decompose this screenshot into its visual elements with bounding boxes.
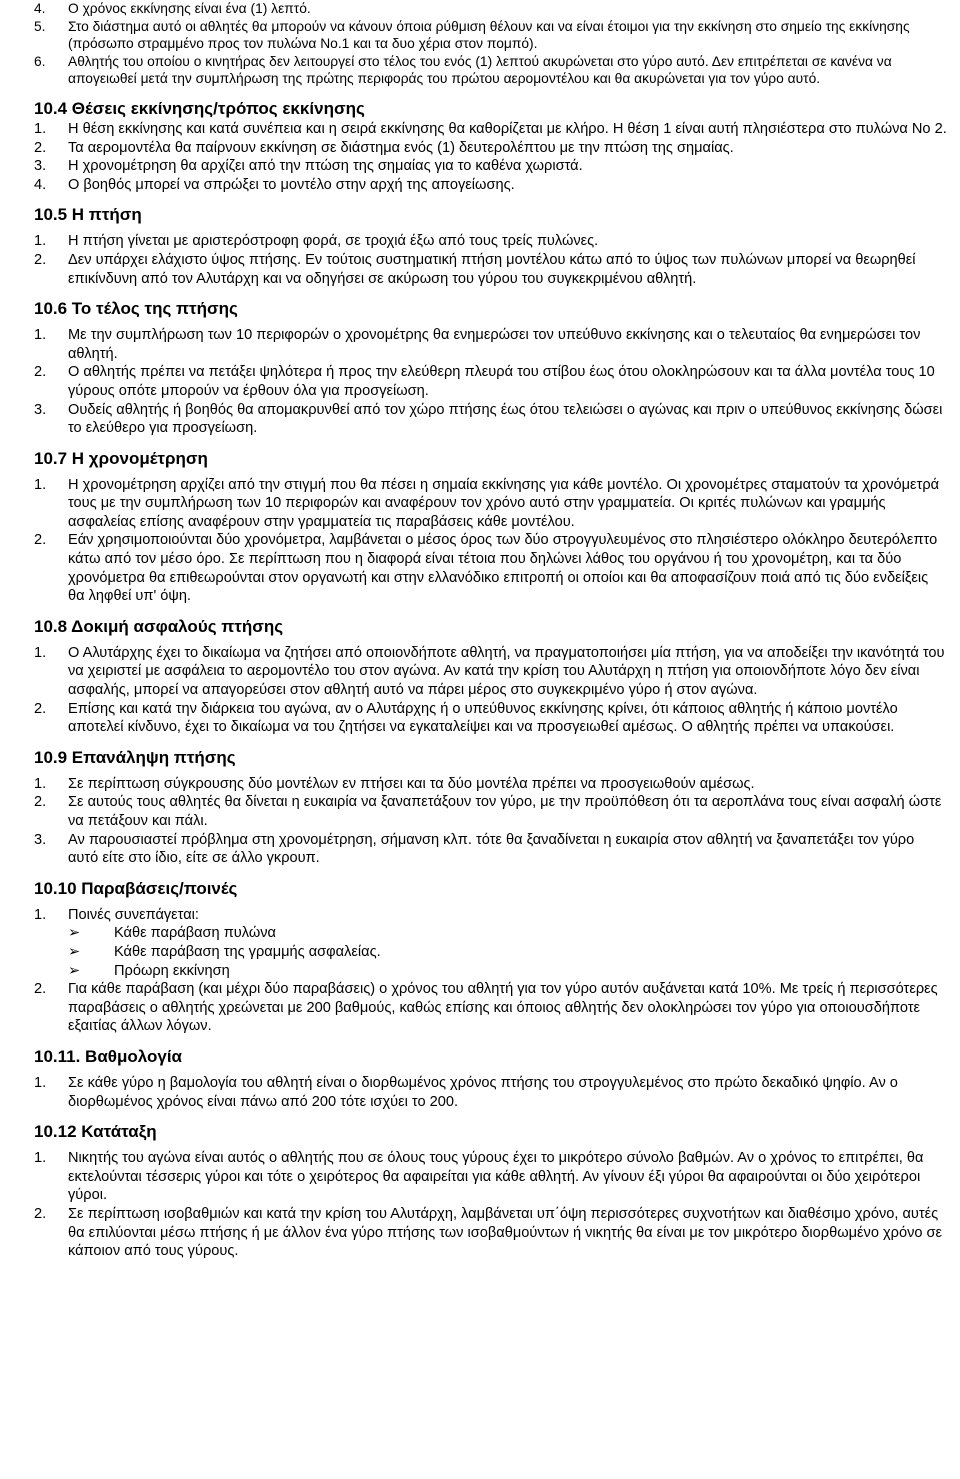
list-item	[34, 1074, 948, 1111]
item-number: 2.	[34, 981, 47, 998]
item-number: 5.	[34, 18, 46, 34]
item-text: Για κάθε παράβαση (και μέχρι δύο παραβάσεις) ο χρόνος του αθλητή για τον γύρο αυτόν αυξάνεται κατά 10%. Με τρείς ή περισσότερες παραβάσεις ο αθλητής χρεώνεται με 200 βαθμούς, καθώς επίσης και όποιος αθλητής δεν ολοκληρώσει τον γύρο για οποιουσδήποτε εξαιτίας άλλων λόγων.	[68, 981, 938, 1035]
item-number: 2.	[34, 700, 47, 717]
item-number: 1.	[34, 775, 47, 792]
list-item	[34, 906, 948, 925]
section-list	[34, 906, 948, 1036]
section-list	[34, 1074, 948, 1111]
item-text: Νικητής του αγώνα είναι αυτός ο αθλητής που σε όλους τους γύρους έχει το μικρότερο σύνολο βαθμών. Αν ο χρόνος το επιτρέπει, θα εκτελούνται τέσσερις γύροι και τότε ο χειρότερος θα αφαιρείται για κάθε αθλητή. Αν γίνουν έξι γύροι θα αφαιρούνται οι δύο χειρότεροι γύροι.	[68, 1150, 924, 1204]
section-list	[34, 120, 948, 194]
item-number: 1.	[34, 327, 47, 344]
item-number: 2.	[34, 364, 47, 381]
item-text: Σε περίπτωση ισοβαθμιών και κατά την κρίση του Αλυτάρχη, λαμβάνεται υπ΄όψη περισσότερες συχνοτήτων και διαθέσιμο χρόνο, αυτές θα επιλύονται μέσω πτήσης ή με άλλον ένα γύρο πτήσης των ισοβαθμούντων ή νικητής θα είναι με τον μικρότερο διορθωμένο χρόνο σε κάποιον από τους γύρους.	[68, 1205, 943, 1260]
item-text: Σε περίπτωση σύγκρουσης δύο μοντέλων εν πτήσει και τα δύο μοντέλα πρέπει να προσγειωθούν αμέσως.	[68, 775, 755, 792]
item-text: Η χρονομέτρηση θα αρχίζει από την πτώση της σημαίας για το καθένα χωριστά.	[68, 158, 583, 175]
list-item	[34, 644, 948, 700]
list-item	[34, 139, 948, 158]
list-item	[34, 18, 948, 53]
list-item	[34, 326, 948, 363]
item-number: 2.	[34, 251, 47, 268]
bullet-item	[34, 943, 948, 962]
item-number: 3.	[34, 831, 47, 848]
section-list	[34, 326, 948, 438]
list-item	[34, 775, 948, 794]
list-item	[34, 531, 948, 605]
list-item	[34, 476, 948, 532]
item-number: 2.	[34, 794, 47, 811]
item-number: 4.	[34, 176, 47, 193]
list-item	[34, 700, 948, 737]
item-number: 4.	[34, 1, 46, 16]
list-item	[34, 120, 948, 139]
item-text: Αν παρουσιαστεί πρόβλημα στη χρονομέτρηση, σήμανση κλπ. τότε θα ξαναδίνεται η ευκαιρία στον αθλητή να ξαναπετάξει τον γύρο αυτό είτε στο ίδιο, είτε σε άλλο γκρουπ.	[68, 831, 915, 867]
list-item	[34, 980, 948, 1036]
list-item	[34, 831, 948, 868]
item-text: Ο Αλυτάρχης έχει το δικαίωμα να ζητήσει από οποιονδήποτε αθλητή, να πραγματοποιήσει μία πτήση, για να αποδείξει την ικανότητά του να χειριστεί με ασφάλεια το αερομοντέλο του στον αγώνα. Αν κατά την κρίση του Αλυτάρχη η πτήση για οποιονδήποτε λόγο δεν είναι ασφαλής, μπορεί να απαγορεύσει στον αθλητή αυτό να πάρει μέρος στο συγκεκριμένο γύρο ή στον αγώνα.	[68, 644, 945, 699]
item-text: Ο αθλητής πρέπει να πετάξει ψηλότερα ή προς την ελεύθερη πλευρά του στίβου έως ότου ολοκληρώσουν και τα άλλα μοντέλα τους 10 γύρους οπότε μπορούν να έρθουν όλα για προσγείωση.	[68, 364, 935, 399]
arrow-bullet-icon: ➢	[68, 925, 81, 942]
section-heading: 10.6 Το τέλος της πτήσης	[34, 299, 238, 319]
list-item	[34, 1149, 948, 1205]
item-number: 2.	[34, 532, 47, 549]
item-number: 1.	[34, 1074, 47, 1091]
list-item	[34, 157, 948, 176]
list-item	[34, 232, 948, 251]
section-list	[34, 644, 948, 737]
list-item	[34, 793, 948, 830]
item-text: Ουδείς αθλητής ή βοηθός θα απομακρυνθεί από τον χώρο πτήσης έως ότου τελειώσει ο αγώνας και πριν ο υπεύθυνος εκκίνησης δώσει το ελεύθερο για προσγείωση.	[68, 401, 943, 437]
bullet-item	[34, 924, 948, 943]
item-text: Ποινές συνεπάγεται:	[68, 906, 199, 923]
section-list	[34, 775, 948, 868]
section-heading: 10.8 Δοκιμή ασφαλούς πτήσης	[34, 616, 284, 636]
section-heading: 10.9 Επανάληψη πτήσης	[34, 747, 236, 767]
list-item	[34, 401, 948, 438]
list-item	[34, 53, 948, 88]
bullet-item	[34, 962, 948, 981]
item-text: Επίσης και κατά την διάρκεια του αγώνα, αν ο Αλυτάρχης ή ο υπεύθυνος εκκίνησης κρίνει, ότι κάποιος αθλητής ή κάποιο μοντέλο αποτελεί κίνδυνο, έχει το δικαίωμα να του ζητήσει να εγκαταλείψει και να προσγειωθεί αμέσως. Ο αθλητής πρέπει να υπακούσει.	[68, 700, 898, 736]
bullet-text: Κάθε παράβαση της γραμμής ασφαλείας.	[114, 943, 381, 960]
arrow-bullet-icon: ➢	[68, 962, 81, 979]
item-text: Σε αυτούς τους αθλητές θα δίνεται η ευκαιρία να ξαναπετάξουν τον γύρο, με την προϋπόθεση ότι τα αεροπλάνα τους είναι ασφαλή ώστε να πετάξουν και πάλι.	[68, 794, 942, 829]
list-item	[34, 0, 948, 18]
item-number: 3.	[34, 158, 47, 175]
item-number: 2.	[34, 1205, 47, 1222]
item-text: Τα αερομοντέλα θα παίρνουν εκκίνηση σε διάστημα ενός (1) δευτερολέπτου με την πτώση της σημαίας.	[68, 139, 734, 156]
item-number: 2.	[34, 139, 47, 156]
item-text: Στο διάστημα αυτό οι αθλητές θα μπορούν να κάνουν όποια ρύθμιση θέλουν και να είναι έτοιμοι για την εκκίνηση στο σημείο της εκκίνησης (πρόσωπο στραμμένο προς τον πυλώνα Νο.1 και τα δυο χέρια στον πομπό).	[68, 18, 910, 52]
item-text: Η θέση εκκίνησης και κατά συνέπεια και η σειρά εκκίνησης θα καθορίζεται με κλήρο. Η θέση 1 είναι αυτή πλησιέστερα στο πυλώνα Νο 2.	[68, 120, 947, 137]
section-list	[34, 476, 948, 606]
item-number: 1.	[34, 906, 47, 923]
intro-list	[34, 0, 948, 88]
item-number: 6.	[34, 53, 46, 69]
section-heading: 10.11. Βαθμολογία	[34, 1046, 183, 1066]
section-heading: 10.5 Η πτήση	[34, 205, 142, 225]
item-number: 1.	[34, 120, 47, 137]
list-item	[34, 251, 948, 288]
item-number: 1.	[34, 233, 47, 250]
item-text: Εάν χρησιμοποιούνται δύο χρονόμετρα, λαμβάνεται ο μέσος όρος των δύο στρογγυλευμένος στο πλησιέστερο ολόκληρο δευτερόλεπτο κάτω από τον μέσο όρο. Σε περίπτωση που η διαφορά είναι τέτοια που δηλώνει λάθος του οργάνου ή του χρονομέτρη, και τα δύο χρονόμετρα θα επιθεωρούνται στον οργανωτή και στην ελλανόδικο επιτροπή οι οποίοι και θα αποφασίζουν ποιά από τις δύο ενδείξεις θα ληφθεί υπ' όψη.	[68, 532, 938, 605]
item-text: Με την συμπλήρωση των 10 περιφορών ο χρονομέτρης θα ενημερώσει τον υπεύθυνο εκκίνησης και ο τελευταίος θα ενημερώσει τον αθλητή.	[68, 327, 921, 362]
item-number: 1.	[34, 1150, 47, 1167]
section-heading: 10.4 Θέσεις εκκίνησης/τρόπος εκκίνησης	[34, 98, 365, 118]
item-text: Ο χρόνος εκκίνησης είναι ένα (1) λεπτό.	[68, 1, 311, 16]
bullet-text: Πρόωρη εκκίνηση	[114, 962, 230, 979]
section-list	[34, 232, 948, 288]
section-list	[34, 1149, 948, 1261]
arrow-bullet-icon: ➢	[68, 943, 81, 960]
section-heading: 10.12 Κατάταξη	[34, 1122, 157, 1142]
item-number: 1.	[34, 476, 47, 493]
list-item	[34, 363, 948, 400]
item-text: Δεν υπάρχει ελάχιστο ύψος πτήσης. Εν τούτοις συστηματική πτήση μοντέλου κάτω από το ύψος των πυλώνων μπορεί να θεωρηθεί επικίνδυνη από τον Αλυτάρχη και να οδηγήσει σε ακύρωση του γύρου του συγκεκριμένου αθλητή.	[68, 251, 916, 287]
item-text: Η πτήση γίνεται με αριστερόστροφη φορά, σε τροχιά έξω από τους τρείς πυλώνες.	[68, 233, 599, 250]
list-item	[34, 176, 948, 195]
item-text: Αθλητής του οποίου ο κινητήρας δεν λειτουργεί στο τέλος του ενός (1) λεπτού ακυρώνεται στο γύρο αυτό. Δεν επιτρέπεται σε κανένα να απογειωθεί μετά την συμπλήρωση της πρώτης περιφοράς του πρώτου αερομοντέλου και θα ακυρώνεται για τον γύρο αυτό.	[68, 53, 892, 87]
item-number: 1.	[34, 644, 47, 661]
section-heading: 10.7 Η χρονομέτρηση	[34, 448, 208, 468]
section-heading: 10.10 Παραβάσεις/ποινές	[34, 878, 238, 898]
item-text: Ο βοηθός μπορεί να σπρώξει το μοντέλο στην αρχή της απογείωσης.	[68, 176, 515, 193]
list-item	[34, 1205, 948, 1261]
item-text: Η χρονομέτρηση αρχίζει από την στιγμή που θα πέσει η σημαία εκκίνησης για κάθε μοντέλο. Οι χρονομέτρες σταματούν τα χρονόμετρά τους με την συμπλήρωση των 10 περιφορών και αναφέρουν τον χρόνο αυτό στην γραμματεία. Οι κριτές πυλώνων και γραμμής ασφαλείας επίσης αναφέρουν στην γραμματεία τις παραβάσεις κάθε μοντέλου.	[68, 476, 940, 530]
item-number: 3.	[34, 401, 47, 418]
bullet-text: Κάθε παράβαση πυλώνα	[114, 925, 276, 942]
item-text: Σε κάθε γύρο η βαμολογία του αθλητή είναι ο διορθωμένος χρόνος πτήσης του στρογγυλεμένος στο πρώτο δεκαδικό ψηφίο. Αν ο διορθωμένος χρόνος είναι πάνω από 200 τότε ισχύει το 200.	[68, 1074, 898, 1110]
